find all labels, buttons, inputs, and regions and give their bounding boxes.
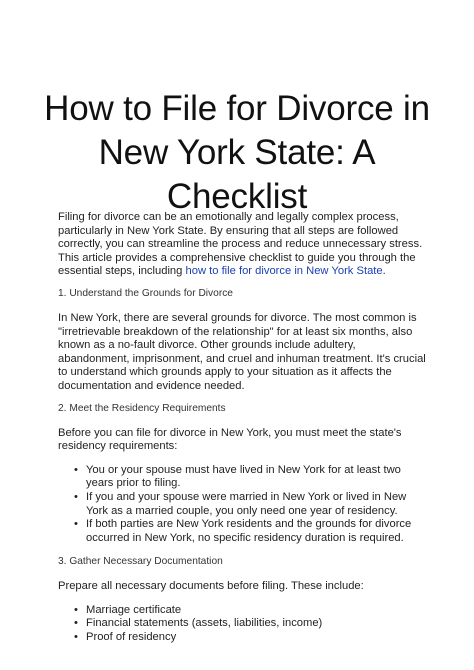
list-item <box>74 617 428 631</box>
list-item-text: You or your spouse must have lived in New York for at least two years prior to filing. <box>86 463 401 490</box>
document-body <box>58 211 428 655</box>
list-item-text: Marriage certificate <box>86 603 182 616</box>
list-item <box>74 491 428 518</box>
list-item-text: If both parties are New York residents and the grounds for divorce occurred in New York, no specific residency duration is required. <box>86 518 412 544</box>
document-title: How to File for Divorce in New York State: A Checklist <box>44 89 430 217</box>
list-item <box>74 631 428 645</box>
list-item <box>74 518 428 545</box>
section-paragraph-documentation: Prepare all necessary documents before filing. These include: <box>58 580 364 593</box>
bullet-icon: • <box>74 603 78 616</box>
section-paragraph-residency: Before you can file for divorce in New York, you must meet the state's residency requirements: <box>58 426 402 453</box>
divorce-guide-link[interactable]: how to file for divorce in New York State <box>185 265 383 278</box>
bullet-icon: • <box>74 463 78 476</box>
intro-end: . <box>382 265 386 278</box>
bullet-icon: • <box>74 617 78 630</box>
section-heading-documentation: 3. Gather Necessary Documentation <box>58 556 223 568</box>
list-item-text: Proof of residency <box>86 631 177 644</box>
intro-paragraph <box>58 211 428 279</box>
list-item-text: If you and your spouse were married in New York or lived in New York as a married couple, you only need one year of residency. <box>86 490 407 517</box>
section-heading-grounds: 1. Understand the Grounds for Divorce <box>58 287 233 299</box>
list-item-text: Financial statements (assets, liabilities, income) <box>86 617 323 630</box>
residency-bullet-list <box>58 464 428 546</box>
section-paragraph-grounds: In New York, there are several grounds for divorce. The most common is "irretrievable breakdown of the relationship" for at least six months, also known as a no-fault divorce. Other grounds include adultery, abandonment, imprisonment, and cruel and inhuman treatment. It's crucial to understand which grounds apply to your situation as it affects the documentation and evidence needed. <box>58 311 426 392</box>
documentation-bullet-list <box>58 604 428 645</box>
bullet-icon: • <box>74 631 78 644</box>
section-heading-residency: 2. Meet the Residency Requirements <box>58 402 226 414</box>
list-item <box>74 464 428 491</box>
bullet-icon: • <box>74 490 78 503</box>
list-item <box>74 604 428 618</box>
bullet-icon: • <box>74 518 78 531</box>
intro-text: Filing for divorce can be an emotionally and legally complex process, particularly in New York State. By ensuring that all steps are followed correctly, you can streamline the process and reduce unnecessary stress. This article provides a comprehensive checklist to guide you through the essential steps, including <box>58 211 423 278</box>
